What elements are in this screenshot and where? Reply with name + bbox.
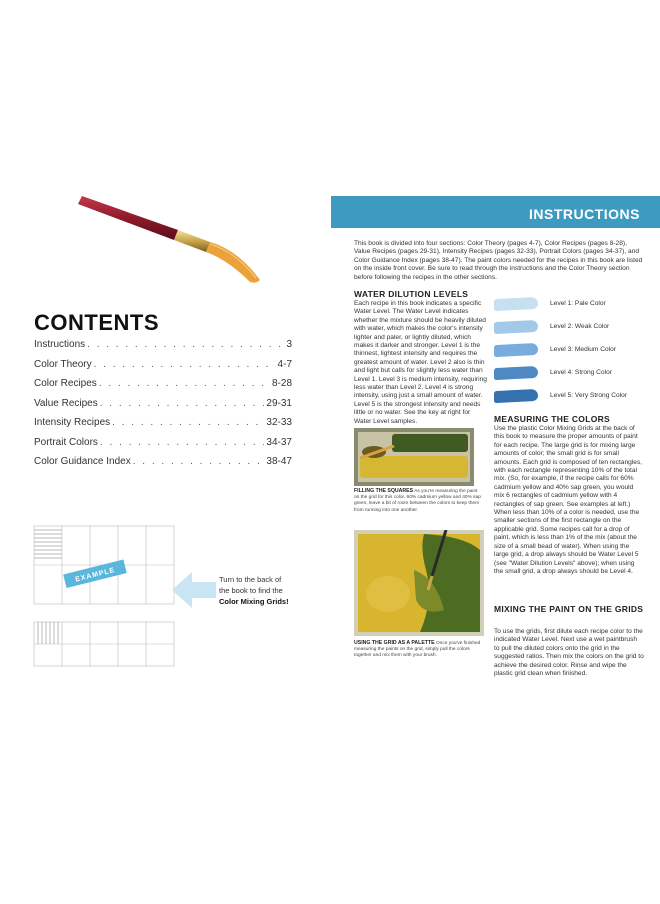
- water-dilution-text: Each recipe in this book indicates a specific Water Level. The Water Level indicates whether the mixture should be heavily diluted with water, which makes the color's intensity lighter and paler, or lightly diluted, which makes it darker and stronger. Level 1 is the thinnest, lightest intensity and requires the greatest amount of water. Level 2 also is thin and light but calls for slightly less water than Level 1. Level 3 is medium intensity, requiring less water than Level 2. Level 4 is strong intensity, using just a small amount of water. Level 5 is the strongest intensity and needs little or no water. See the key at right for Water Level samples.: [354, 300, 487, 425]
- toc-entry[interactable]: [34, 360, 292, 380]
- filling-squares-photo: [354, 428, 474, 486]
- mixing-text: To use the grids, first dilute each recipe color to the indicated Water Level. Next use a wet paintbrush to pull the diluted colors onto the grid in the suggested ratios. Then mix the colors on the grid to achieve the desired color. Rinse and wipe the plastic grid clean when finished.: [494, 628, 644, 678]
- toc-label: Value Recipes: [34, 397, 98, 409]
- toc-entry[interactable]: [34, 379, 292, 399]
- color-mixing-grid-illustration: [32, 518, 178, 686]
- caption-text: As you're measuring the paint on the grid for this color, 60% cadmium yellow and 40% sap green, leave a bit of room between the colors to keep them from running into one another.: [354, 489, 481, 513]
- toc-pages: 29-31: [266, 397, 292, 409]
- example-tag: [63, 559, 127, 588]
- toc-label: Instructions: [34, 339, 86, 350]
- toc-leader: [100, 438, 265, 458]
- grid-note-line2: the book to find the: [219, 586, 283, 595]
- water-level-row: [494, 315, 644, 338]
- water-level-key: [494, 292, 644, 407]
- water-dilution-heading: WATER DILUTION LEVELS: [354, 289, 469, 299]
- measuring-text: Use the plastic Color Mixing Grids at the back of this book to measure the proper amounts of paint for each recipe. The large grid is for mixing large amounts of color; the small grid is for small amounts. Each grid is composed of ten rectangles, with each rectangle representing 10% of the total mix. (So, for example, if the recipe calls for 60% cadmium yellow and 40% sap green, you would mix 6 rectangles of cadmium yellow with 4 rectangles of sap green. See examples at left.) When less than 10% of a color is needed, use the smaller sections of the first rectangle on the applicable grid. Some recipes call for a drop of paint, which is less than 1% of the mix (about the size of a small bead of water). When using the large grid, a drop always should be Water Level 5 (see "Water Dilution Levels" above); when using the small grid, a drop always should be Level 4.: [494, 425, 643, 575]
- toc-label: Intensity Recipes: [34, 417, 111, 428]
- toc-entry[interactable]: [34, 457, 292, 477]
- instructions-title: INSTRUCTIONS: [529, 206, 640, 222]
- contents-title: CONTENTS: [34, 310, 159, 335]
- arrow-left-icon: [170, 570, 218, 610]
- level-label: Level 4: Strong Color: [550, 369, 612, 376]
- paintbrush-illustration: [60, 188, 280, 298]
- toc-leader: [87, 340, 284, 360]
- water-level-row: [494, 384, 644, 407]
- level-label: Level 2: Weak Color: [550, 323, 610, 330]
- table-of-contents: [34, 340, 292, 477]
- grid-palette-photo: [354, 530, 484, 636]
- toc-leader: [99, 379, 270, 399]
- toc-label: Color Recipes: [34, 378, 97, 389]
- water-level-row: [494, 292, 644, 315]
- measuring-heading: MEASURING THE COLORS: [494, 414, 611, 424]
- toc-pages: 4-7: [277, 358, 292, 370]
- caption-text: Once you've finished measuring the paints on the grid, simply pull the colors together and mix them with your brush.: [354, 641, 481, 659]
- toc-leader: [94, 360, 276, 380]
- caption-heading: FILLING THE SQUARES: [354, 488, 414, 494]
- toc-entry[interactable]: [34, 340, 292, 360]
- intro-paragraph: This book is divided into four sections: Color Theory (pages 4-7), Color Recipes (pages 8-28), Value Recipes (pages 29-31), Intensity Recipes (pages 32-33), Portrait Colors (pages 34-37), and Color Guidance Index (pages 38-47). The paint colors needed for the recipes in this book are listed on the inside front cover. Be sure to read through the instructions and the Color Theory section before following the recipes in the other sections.: [354, 240, 643, 281]
- grid-note: [219, 574, 319, 607]
- toc-label: Color Theory: [34, 358, 92, 370]
- caption-heading: USING THE GRID AS A PALETTE: [354, 640, 435, 646]
- toc-entry[interactable]: [34, 438, 292, 458]
- level-swatch: [494, 388, 538, 402]
- toc-leader: [100, 399, 265, 419]
- mixing-heading: MIXING THE PAINT ON THE GRIDS: [494, 604, 644, 614]
- caption-filling-squares: [354, 488, 482, 514]
- level-swatch: [494, 365, 538, 379]
- water-level-row: [494, 361, 644, 384]
- water-level-row: [494, 338, 644, 361]
- header-underline: [331, 226, 660, 228]
- toc-pages: 32-33: [266, 417, 292, 428]
- toc-label: Portrait Colors: [34, 436, 98, 448]
- level-label: Level 3: Medium Color: [550, 346, 616, 353]
- level-swatch: [494, 296, 538, 310]
- grid-note-line1: Turn to the back of: [219, 575, 282, 584]
- toc-pages: 3: [286, 339, 292, 350]
- toc-leader: [112, 418, 264, 438]
- level-swatch: [494, 342, 538, 356]
- example-label: EXAMPLE: [74, 566, 116, 584]
- toc-pages: 38-47: [266, 456, 292, 467]
- toc-entry[interactable]: [34, 418, 292, 438]
- toc-leader: [133, 457, 265, 477]
- level-swatch: [494, 319, 538, 333]
- toc-pages: 8-28: [271, 378, 292, 389]
- level-label: Level 5: Very Strong Color: [550, 392, 627, 399]
- toc-entry[interactable]: [34, 399, 292, 419]
- toc-pages: 34-37: [266, 436, 292, 448]
- grid-note-bold: Color Mixing Grids!: [219, 597, 289, 606]
- toc-label: Color Guidance Index: [34, 456, 131, 467]
- caption-grid-palette: [354, 640, 482, 660]
- level-label: Level 1: Pale Color: [550, 300, 606, 307]
